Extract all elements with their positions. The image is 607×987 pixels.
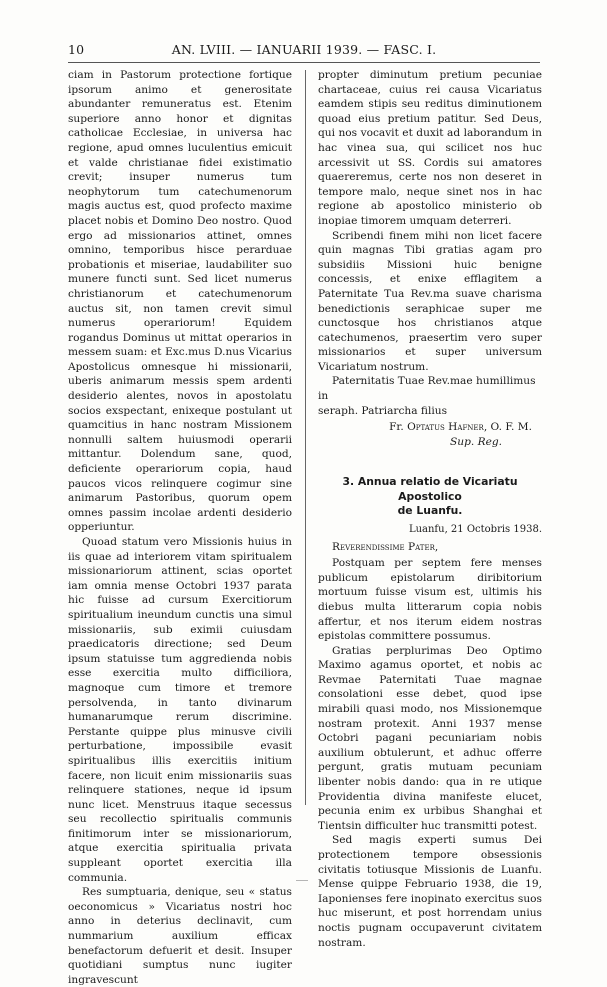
paragraph: Scribendi finem mihi non licet facere quin magnas Tibi gratias agam pro subsidiis Missioni huic benigne concessis, et enixe efflagitem a Paternitate Tua Rev.ma suave charisma benedictionis seraphicae super me cunctosque hos christianos atque catechumenos, praesertim vero super missionarios et super universum Vicariatum nostrum. bbox=[318, 229, 542, 373]
signature-prefix: Fr. bbox=[389, 421, 404, 434]
closing-line: Paternitatis Tuae Rev.mae humillimus in bbox=[318, 375, 536, 403]
paragraph: Res sumptuaria, denique, seu « status oeconomicus » Vicariatus nostri hoc anno in deterius declinavit, cum nummarium auxilium efficax benefactorum defuerit et desit. Insuper quotidiani sumptus nunc iugiter ingravescunt bbox=[68, 886, 292, 986]
paragraph: Gratias perplurimas Deo Optimo Maximo agamus oportet, et nobis ac Revmae Paternitati Tuae magnae consolationi esse debet, quod ipse mirabili quasi modo, nos Missionemque nostram protexit. Anni 1937 mense Octobri pagani pecuniariam nobis auxilium obtulerunt, et adhuc offerre pergunt, gratis mutuam pecuniam libenter nobis dando: qua in re utique Providentia divina manifeste elucet, pecunia enim ex urbibus Shanghai et Tientsin difficulter huc transmitti potest. bbox=[318, 644, 542, 832]
dateline: Luanfu, 21 Octobris 1938. bbox=[408, 523, 542, 535]
signature-suffix: , O. F. M. bbox=[483, 421, 532, 434]
paragraph: Sed magis experti sumus Dei protectionem tempore obsessionis civitatis totiusque Missionis de Luanfu. Mense quippe Februario 1938, die 19, Iaponienses fere inopinato exercitus suos huc miserunt, et post horrendam unius noctis pugnam occupaverunt civitatem nostram. bbox=[318, 834, 542, 949]
running-head bbox=[68, 42, 540, 58]
section-heading-line: de Luanfu. bbox=[397, 504, 463, 518]
journal-running-title: AN. LVIII. — IANUARII 1939. — FASC. I. bbox=[171, 42, 437, 57]
paragraph: propter diminutum pretium pecuniae chartaceae, cuius rei causa Vicariatus eamdem stipis seu reditus diminutionem quoad eius pretium patitur. Sed Deus, qui nos vocavit et duxit ad laborandum in hac vinea sua, qui scilicet nos huc arcessivit ut SS. Cordis sui amatores quaereremus, certe nos non deseret in tempore malo, neque sinet nos in hac regione ab apostolico ministerio ob inopiae timorem umquam deterreri. bbox=[318, 69, 542, 227]
page-number: 10 bbox=[68, 42, 85, 57]
section-heading-line: 3. Annua relatio de Vicariatu Apostolico bbox=[342, 475, 518, 503]
section-heading bbox=[318, 475, 542, 519]
signature bbox=[318, 420, 542, 435]
left-column bbox=[68, 68, 292, 987]
closing-line: seraph. Patriarcha filius bbox=[318, 404, 448, 417]
column-divider bbox=[305, 70, 306, 805]
salutation: Reverendissime Pater, bbox=[332, 540, 439, 553]
header-rule bbox=[68, 62, 540, 63]
page-mark bbox=[296, 880, 308, 881]
paragraph: Quoad statum vero Missionis huius in iis quae ad interiorem vitam spiritualem missionariorum attinent, scias oportet iam omnia mense Octobri 1937 parata hic fuisse ad cursum Exercitiorum spiritualium ineundum cunctis una simul missionariis, sub eximii cuiusdam praedicatoris directione; sed Deum ipsum statuisse tum aggredienda nobis esse exercitia multo difficiliora, magnoque cum timore et tremore persolvenda, in tanto divinarum humanarumque rerum discrimine. Perstante quippe plus minusve civili perturbatione, impossibile evasit spiritualibus illis exercitiis initium facere, non licuit enim missionariis suas relinquere stationes, neque id ipsum nunc licet. Menstruus itaque secessus seu recollectio spiritualis communis finitimorum inter se missionariorum, atque exercitia spiritualia privata suppleant oportet exercitia illa communia. bbox=[68, 536, 292, 884]
signature-name: Optatus Hafner bbox=[407, 421, 484, 434]
signature-role: Sup. Reg. bbox=[450, 435, 502, 448]
right-column bbox=[318, 68, 542, 950]
paragraph: Postquam per septem fere menses publicum epistolarum diribitorium mortuum fuisse visum est, ultimis his diebus multa litterarum copia nobis affertur, et nos iterum eidem nostras epistolas committere possumus. bbox=[318, 557, 542, 643]
paragraph: ciam in Pastorum protectione fortique ipsorum animo et generositate abundanter remuneratus est. Etenim superiore anno honor et dignitas catholicae Ecclesiae, in universa hac regione, apud omnes luculentius emicuit et valde christianae fidei existimatio crevit; insuper numerus tum neophytorum tum catechumenorum magis auctus est, quod profecto maxime placet nobis et Domino Deo nostro. Quod ergo ad missionarios attinet, omnes omnino, temporibus hisce perarduae probationis et miseriae, laudabiliter suo munere functi sunt. Sed licet numerus christianorum et catechumenorum auctus sit, non tamen crevit simul numerus operariorum! Equidem rogandus Dominus ut mittat operarios in messem suam: et Exc.mus D.nus Vicarius Apostolicus omnesque hi missionarii, uberis animarum messis spem ardenti desiderio alentes, novos in apostolatu socios exspectant, enixeque postulant ut quamcitius in hanc nostram Missionem nonnulli saltem huiusmodi operarii mittantur. Dolendum sane, quod, deficiente operariorum copia, haud paucos vicos relinquere cogimur sine animarum Pastoribus, quorum opem omnes passim incolae ardenti desiderio opperiuntur. bbox=[68, 69, 292, 534]
